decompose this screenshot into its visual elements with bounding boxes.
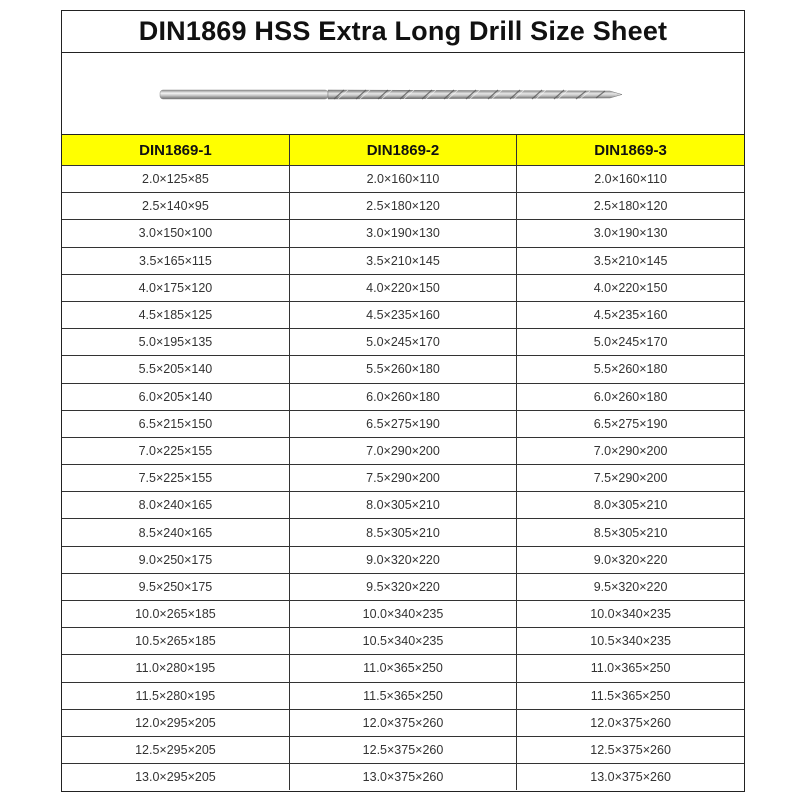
table-cell: 9.5×250×175 bbox=[62, 573, 289, 600]
table-cell: 5.5×260×180 bbox=[289, 356, 516, 383]
table-cell: 10.0×340×235 bbox=[517, 601, 744, 628]
table-cell: 8.5×305×210 bbox=[289, 519, 516, 546]
table-row bbox=[62, 220, 744, 247]
page-title: DIN1869 HSS Extra Long Drill Size Sheet bbox=[62, 11, 744, 53]
table-cell: 9.5×320×220 bbox=[289, 573, 516, 600]
table-cell: 12.5×375×260 bbox=[289, 736, 516, 763]
table-cell: 4.5×235×160 bbox=[517, 301, 744, 328]
table-cell: 6.0×205×140 bbox=[62, 383, 289, 410]
table-cell: 7.0×225×155 bbox=[62, 437, 289, 464]
table-cell: 12.0×375×260 bbox=[289, 709, 516, 736]
table-cell: 7.0×290×200 bbox=[289, 437, 516, 464]
table-cell: 7.5×290×200 bbox=[289, 465, 516, 492]
table-cell: 5.0×195×135 bbox=[62, 329, 289, 356]
table-cell: 12.0×295×205 bbox=[62, 709, 289, 736]
size-sheet bbox=[61, 10, 745, 792]
table-cell: 8.0×305×210 bbox=[517, 492, 744, 519]
table-cell: 4.0×220×150 bbox=[289, 274, 516, 301]
table-cell: 13.0×295×205 bbox=[62, 764, 289, 791]
table-row bbox=[62, 628, 744, 655]
table-cell: 13.0×375×260 bbox=[517, 764, 744, 791]
table-row bbox=[62, 492, 744, 519]
table-cell: 6.5×215×150 bbox=[62, 410, 289, 437]
table-cell: 6.0×260×180 bbox=[517, 383, 744, 410]
table-cell: 2.5×180×120 bbox=[517, 193, 744, 220]
table-row bbox=[62, 736, 744, 763]
table-row bbox=[62, 301, 744, 328]
table-row bbox=[62, 410, 744, 437]
table-cell: 3.0×190×130 bbox=[517, 220, 744, 247]
table-cell: 5.0×245×170 bbox=[289, 329, 516, 356]
table-row bbox=[62, 465, 744, 492]
table-row bbox=[62, 655, 744, 682]
table-cell: 12.0×375×260 bbox=[517, 709, 744, 736]
table-cell: 11.5×365×250 bbox=[289, 682, 516, 709]
table-cell: 11.5×280×195 bbox=[62, 682, 289, 709]
table-cell: 4.5×235×160 bbox=[289, 301, 516, 328]
table-cell: 4.5×185×125 bbox=[62, 301, 289, 328]
table-cell: 6.5×275×190 bbox=[289, 410, 516, 437]
table-cell: 5.5×260×180 bbox=[517, 356, 744, 383]
table-row bbox=[62, 519, 744, 546]
table-cell: 3.0×190×130 bbox=[289, 220, 516, 247]
table-cell: 5.0×245×170 bbox=[517, 329, 744, 356]
table-cell: 4.0×220×150 bbox=[517, 274, 744, 301]
table-cell: 2.0×125×85 bbox=[62, 166, 289, 193]
table-cell: 6.5×275×190 bbox=[517, 410, 744, 437]
table-cell: 9.0×250×175 bbox=[62, 546, 289, 573]
table-cell: 2.5×140×95 bbox=[62, 193, 289, 220]
table-cell: 11.5×365×250 bbox=[517, 682, 744, 709]
table-cell: 2.0×160×110 bbox=[289, 166, 516, 193]
table-row bbox=[62, 329, 744, 356]
table-cell: 8.5×305×210 bbox=[517, 519, 744, 546]
table-cell: 9.5×320×220 bbox=[517, 573, 744, 600]
table-cell: 3.5×210×145 bbox=[517, 247, 744, 274]
table-cell: 2.0×160×110 bbox=[517, 166, 744, 193]
table-cell: 3.5×210×145 bbox=[289, 247, 516, 274]
table-cell: 11.0×365×250 bbox=[289, 655, 516, 682]
table-row bbox=[62, 383, 744, 410]
size-table bbox=[62, 135, 744, 790]
drill-image-row bbox=[62, 53, 744, 135]
table-cell: 7.0×290×200 bbox=[517, 437, 744, 464]
table-header-row bbox=[62, 135, 744, 166]
table-cell: 10.5×340×235 bbox=[289, 628, 516, 655]
table-cell: 9.0×320×220 bbox=[517, 546, 744, 573]
table-row bbox=[62, 546, 744, 573]
table-cell: 8.0×305×210 bbox=[289, 492, 516, 519]
table-cell: 7.5×225×155 bbox=[62, 465, 289, 492]
table-cell: 9.0×320×220 bbox=[289, 546, 516, 573]
table-row bbox=[62, 764, 744, 791]
table-cell: 7.5×290×200 bbox=[517, 465, 744, 492]
table-row bbox=[62, 166, 744, 193]
table-cell: 3.5×165×115 bbox=[62, 247, 289, 274]
table-cell: 8.5×240×165 bbox=[62, 519, 289, 546]
table-cell: 10.0×340×235 bbox=[289, 601, 516, 628]
table-cell: 10.5×265×185 bbox=[62, 628, 289, 655]
table-row bbox=[62, 356, 744, 383]
table-row bbox=[62, 274, 744, 301]
table-cell: 10.5×340×235 bbox=[517, 628, 744, 655]
table-row bbox=[62, 573, 744, 600]
table-cell: 2.5×180×120 bbox=[289, 193, 516, 220]
table-row bbox=[62, 193, 744, 220]
table-cell: 4.0×175×120 bbox=[62, 274, 289, 301]
table-cell: 10.0×265×185 bbox=[62, 601, 289, 628]
table-cell: 11.0×280×195 bbox=[62, 655, 289, 682]
table-cell: 12.5×375×260 bbox=[517, 736, 744, 763]
table-cell: 3.0×150×100 bbox=[62, 220, 289, 247]
table-body bbox=[62, 166, 744, 791]
table-cell: 5.5×205×140 bbox=[62, 356, 289, 383]
table-row bbox=[62, 437, 744, 464]
drill-bit-icon bbox=[62, 53, 744, 134]
table-row bbox=[62, 601, 744, 628]
table-row bbox=[62, 709, 744, 736]
table-row bbox=[62, 247, 744, 274]
column-header-din1869-1: DIN1869-1 bbox=[62, 135, 289, 166]
table-cell: 6.0×260×180 bbox=[289, 383, 516, 410]
table-cell: 13.0×375×260 bbox=[289, 764, 516, 791]
table-cell: 12.5×295×205 bbox=[62, 736, 289, 763]
table-row bbox=[62, 682, 744, 709]
column-header-din1869-2: DIN1869-2 bbox=[289, 135, 516, 166]
column-header-din1869-3: DIN1869-3 bbox=[517, 135, 744, 166]
table-cell: 8.0×240×165 bbox=[62, 492, 289, 519]
table-cell: 11.0×365×250 bbox=[517, 655, 744, 682]
